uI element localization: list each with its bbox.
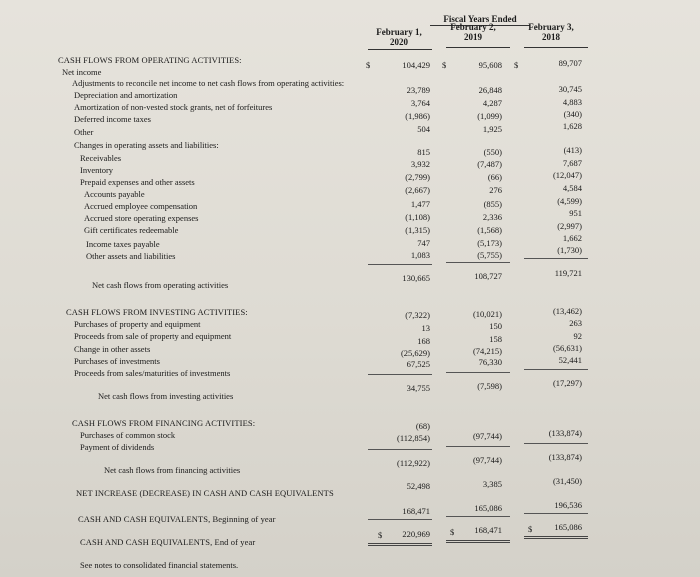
cell: (340) (563, 109, 582, 119)
cell: 2,336 (482, 212, 502, 222)
cell: (133,874) (548, 452, 582, 462)
cell: 52,498 (406, 481, 430, 491)
subtotal-rule (368, 374, 432, 375)
cell: (10,021) (472, 309, 502, 319)
cell: (550) (483, 147, 502, 157)
ending-cash-label: CASH AND CASH EQUIVALENTS, End of year (80, 537, 256, 547)
cell: (5,755) (477, 250, 502, 260)
cell: (1,315) (405, 225, 430, 235)
cell: 92 (573, 331, 582, 341)
cell: (31,450) (552, 476, 582, 486)
cell: 747 (417, 238, 430, 248)
col-header-2019: February 2, 2019 (450, 22, 496, 42)
dollar-sign: $ (366, 60, 371, 70)
cell: 1,477 (410, 199, 430, 209)
cell: 504 (417, 124, 430, 134)
subtotal-rule (446, 262, 510, 263)
row-label: Inventory (80, 165, 114, 175)
cell: (2,799) (405, 172, 430, 182)
subtotal-rule (524, 513, 588, 514)
cell: 158 (489, 334, 502, 344)
cell: 168 (417, 336, 430, 346)
section-operating: CASH FLOWS FROM OPERATING ACTIVITIES: (58, 55, 242, 65)
cell: (4,599) (557, 196, 582, 206)
cell: (1,099) (477, 111, 502, 121)
subtotal-rule (446, 516, 510, 517)
cell: (25,629) (400, 348, 430, 358)
cell: (66) (487, 172, 502, 182)
cell: (12,047) (552, 170, 582, 180)
row-label: Changes in operating assets and liabilities: (74, 140, 219, 150)
cell: 1,925 (482, 124, 502, 134)
row-label: Change in other assets (74, 344, 151, 354)
row-label: Proceeds from sales/maturities of investments (74, 368, 231, 378)
cell: (1,986) (405, 111, 430, 121)
cell: 150 (489, 321, 502, 331)
row-label: Accrued employee compensation (84, 201, 198, 211)
cell: 26,848 (478, 85, 502, 95)
row-label: Accrued store operating expenses (84, 213, 199, 223)
cell: 4,883 (562, 97, 582, 107)
col2-underline (446, 47, 510, 48)
cell: 30,745 (558, 84, 582, 94)
cell: 76,330 (478, 357, 502, 367)
cell: (97,744) (472, 455, 502, 465)
cell: (112,922) (397, 458, 430, 468)
cell: (2,667) (405, 185, 430, 195)
cell: 3,764 (410, 98, 430, 108)
row-label: Adjustments to reconcile net income to net cash flows from operating activities: (72, 78, 345, 88)
cell: (133,874) (548, 428, 582, 438)
cell: 34,755 (406, 383, 430, 393)
cell: (855) (483, 199, 502, 209)
row-label: Receivables (80, 153, 122, 163)
subtotal-rule (368, 519, 432, 520)
cell: (7,322) (405, 310, 430, 320)
cell: 108,727 (474, 271, 502, 281)
row-label: Other assets and liabilities (86, 251, 176, 261)
row-label: Net income (62, 67, 102, 77)
cell: 165,086 (554, 522, 582, 532)
net-increase-label: NET INCREASE (DECREASE) IN CASH AND CASH EQUIVALENTS (76, 488, 334, 498)
subtotal-rule (446, 446, 510, 447)
cell: 220,969 (402, 529, 430, 539)
subtotal-rule (368, 264, 432, 265)
col-header-2018: February 3, 2018 (528, 22, 574, 42)
cell: (1,108) (405, 212, 430, 222)
cell: (1,568) (477, 225, 502, 235)
cell: (68) (415, 421, 430, 431)
dollar-sign: $ (528, 524, 533, 534)
cell: (7,598) (477, 381, 502, 391)
dollar-sign: $ (514, 60, 519, 70)
row-label: Purchases of investments (74, 356, 160, 366)
col1-underline (368, 49, 432, 50)
row-label: Purchases of property and equipment (74, 319, 201, 329)
cell: (112,854) (397, 433, 430, 443)
cell: (2,997) (557, 221, 582, 231)
total-double-rule (524, 536, 588, 539)
total-label: Net cash flows from financing activities (104, 465, 241, 475)
cell: 130,665 (402, 273, 430, 283)
total-double-rule (368, 543, 432, 546)
subtotal-rule (524, 258, 588, 259)
cell: 3,385 (482, 479, 502, 489)
row-label: Amortization of non-vested stock grants, net of forfeitures (74, 102, 273, 112)
row-label: Payment of dividends (80, 442, 155, 452)
cell: (74,215) (472, 346, 502, 356)
cell: (413) (563, 145, 582, 155)
cell: 4,584 (562, 183, 582, 193)
footnote: See notes to consolidated financial statements. (80, 560, 239, 570)
cell: (13,462) (552, 306, 582, 316)
cell: 23,789 (406, 85, 430, 95)
row-label: Purchases of common stock (80, 430, 176, 440)
cell: 196,536 (554, 500, 582, 510)
dollar-sign: $ (450, 527, 455, 537)
row-label: Income taxes payable (86, 239, 160, 249)
row-label: Deferred income taxes (74, 114, 151, 124)
cell: 168,471 (402, 506, 430, 516)
dollar-sign: $ (442, 60, 447, 70)
cell: 815 (417, 147, 430, 157)
cell: 168,471 (474, 525, 502, 535)
cell: 13 (421, 323, 430, 333)
cell: (56,631) (552, 343, 582, 353)
cell: 1,662 (562, 233, 582, 243)
subtotal-rule (368, 449, 432, 450)
cell: 119,721 (554, 268, 582, 278)
subtotal-rule (446, 372, 510, 373)
row-label: Other (74, 127, 94, 137)
cell: (17,297) (552, 378, 582, 388)
section-investing: CASH FLOWS FROM INVESTING ACTIVITIES: (66, 307, 248, 317)
cell: (1,730) (557, 245, 582, 255)
cell: 263 (569, 318, 582, 328)
total-label: Net cash flows from operating activities (92, 280, 229, 290)
cell: 4,287 (482, 98, 502, 108)
dollar-sign: $ (378, 530, 383, 540)
cell: 89,707 (558, 58, 582, 68)
cell: 104,429 (402, 60, 430, 70)
cell: 1,628 (562, 121, 582, 131)
row-label: Prepaid expenses and other assets (80, 177, 195, 187)
row-label: Gift certificates redeemable (84, 225, 179, 235)
row-label: Depreciation and amortization (74, 90, 178, 100)
cell: (5,173) (477, 238, 502, 248)
subtotal-rule (524, 443, 588, 444)
cell: 3,932 (410, 159, 430, 169)
beginning-cash-label: CASH AND CASH EQUIVALENTS, Beginning of year (78, 514, 276, 524)
col-header-2020: February 1, 2020 (376, 27, 422, 47)
row-label: Accounts payable (84, 189, 145, 199)
cell: 67,525 (406, 359, 430, 369)
cell: 7,687 (562, 158, 582, 168)
cell: 52,441 (558, 355, 582, 365)
section-financing: CASH FLOWS FROM FINANCING ACTIVITIES: (72, 418, 256, 428)
fiscal-years-header: Fiscal Years Ended (443, 14, 517, 24)
cell: 951 (569, 208, 582, 218)
total-double-rule (446, 540, 510, 543)
col3-underline (524, 47, 588, 48)
cell: (7,487) (477, 159, 502, 169)
cell: 276 (489, 185, 502, 195)
subtotal-rule (524, 369, 588, 370)
total-label: Net cash flows from investing activities (98, 391, 234, 401)
cell: 95,608 (478, 60, 502, 70)
cell: 165,086 (474, 503, 502, 513)
cell: 1,083 (410, 250, 430, 260)
row-label: Proceeds from sale of property and equipment (74, 331, 232, 341)
cell: (97,744) (472, 431, 502, 441)
